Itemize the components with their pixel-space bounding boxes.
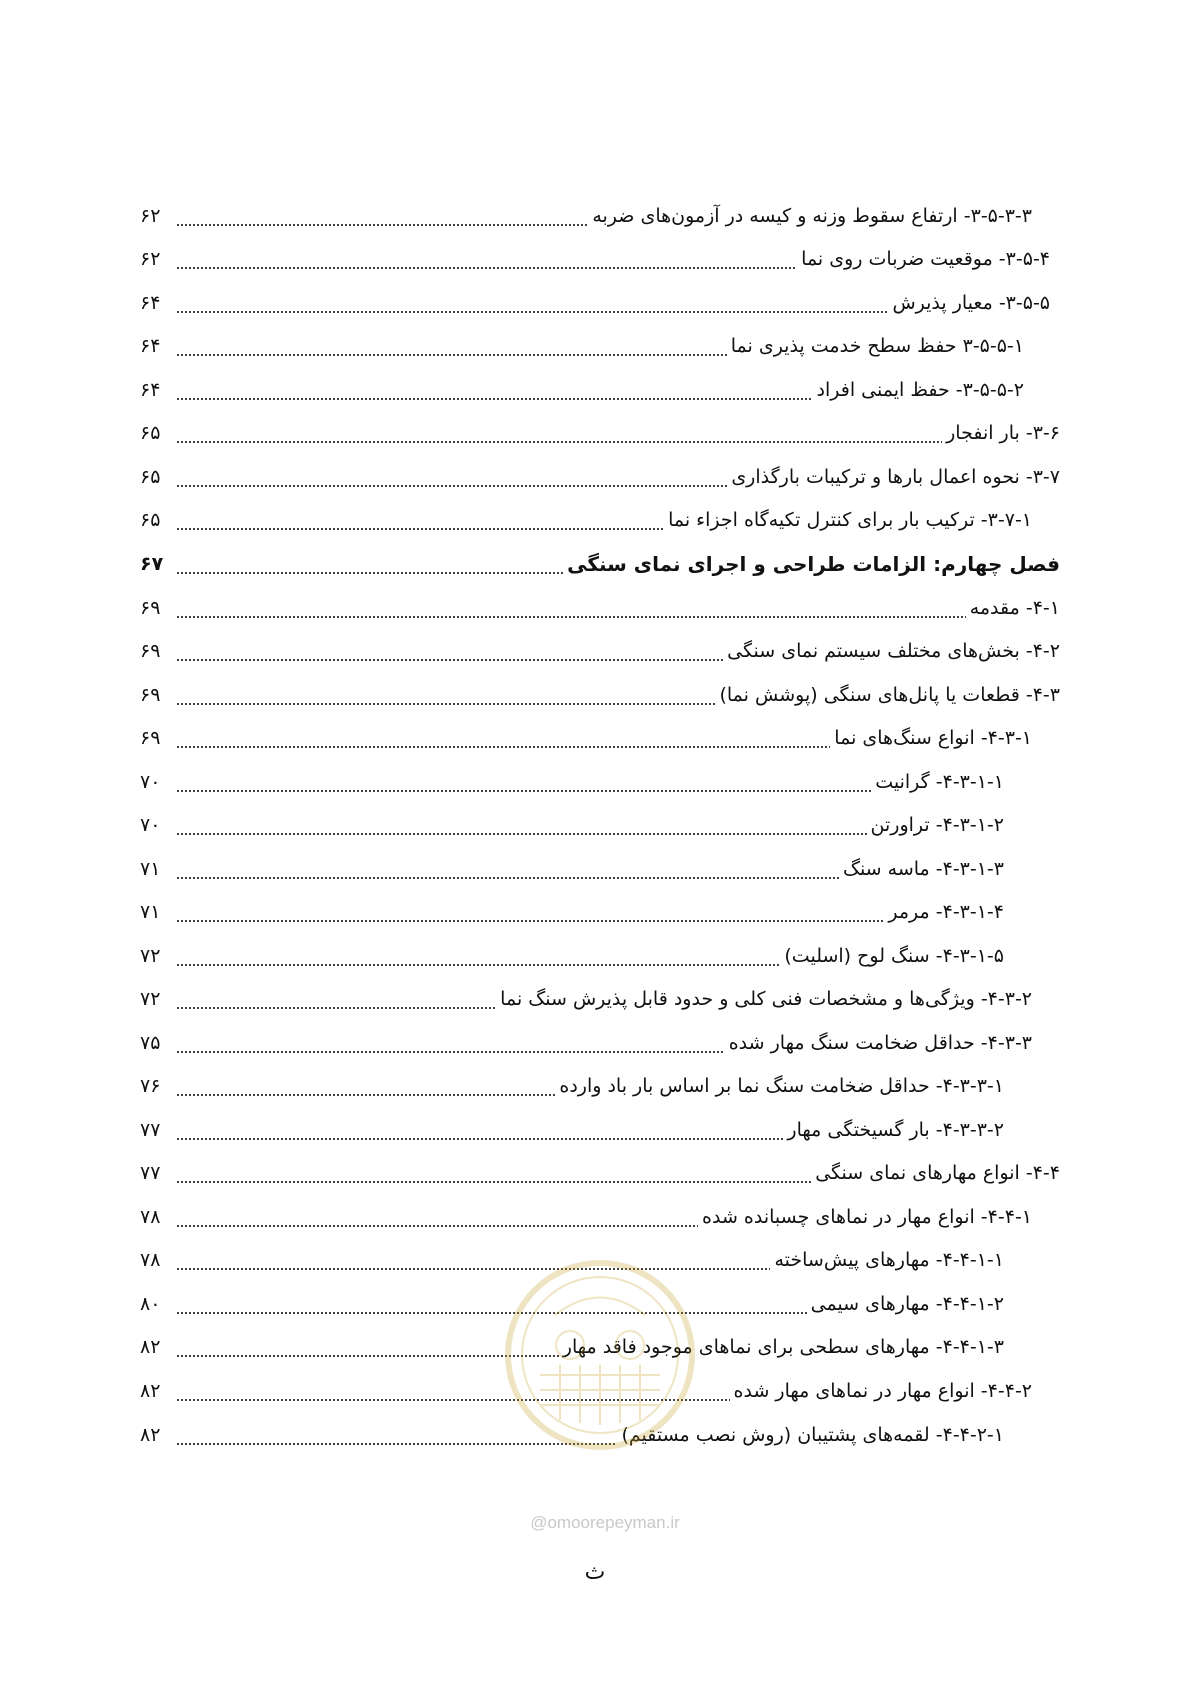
toc-entry-title: ۴-۳-۱-۵- سنگ لوح (اسلیت) — [784, 945, 1004, 967]
dot-leader — [176, 1225, 698, 1227]
toc-entry-title: ۴-۳-۳- حداقل ضخامت سنگ مهار شده — [728, 1032, 1032, 1054]
toc-entry — [140, 764, 1060, 800]
watermark-logo-icon — [500, 1255, 700, 1465]
dot-leader — [176, 964, 780, 966]
dot-leader — [176, 616, 966, 618]
toc-entry-page: ۶۷ — [140, 553, 164, 575]
toc-entry-title: ۴-۳-۱-۴- مرمر — [888, 901, 1004, 923]
toc-entry — [140, 851, 1060, 887]
dot-leader — [176, 833, 867, 835]
toc-entry-page: ۷۷ — [140, 1119, 161, 1141]
toc-entry — [140, 1068, 1060, 1104]
toc-entry-page: ۶۵ — [140, 422, 161, 444]
toc-entry-title: ۴-۳-۱-۱- گرانیت — [875, 771, 1004, 793]
toc-entry-page: ۷۰ — [140, 814, 161, 836]
toc-entry-title: ۴-۴-۱-۲- مهارهای سیمی — [810, 1293, 1004, 1315]
toc-entry-title: ۴-۳-۲- ویژگی‌ها و مشخصات فنی کلی و حدود قابل پذیرش سنگ نما — [500, 988, 1032, 1010]
dot-leader — [176, 659, 723, 661]
toc-entry — [140, 1025, 1060, 1061]
toc-entry-page: ۶۴ — [140, 335, 161, 357]
toc-entry-title: ۳-۵-۵- معیار پذیرش — [892, 292, 1050, 314]
toc-entry-title: ۴-۱- مقدمه — [969, 597, 1060, 619]
toc-entry-title: ۴-۴-۱- انواع مهار در نماهای چسبانده شده — [702, 1206, 1032, 1228]
toc-entry-page: ۸۲ — [140, 1380, 161, 1402]
dot-leader — [176, 1181, 811, 1183]
toc-entry — [140, 677, 1060, 713]
toc-entry-page: ۶۹ — [140, 597, 161, 619]
toc-entry-page: ۶۴ — [140, 292, 161, 314]
dot-leader — [176, 1007, 496, 1009]
dot-leader — [176, 877, 839, 879]
dot-leader — [176, 441, 942, 443]
toc-entry-title: ۴-۴-۲- انواع مهار در نماهای مهار شده — [733, 1380, 1032, 1402]
toc-entry — [140, 938, 1060, 974]
toc-chapter-heading — [140, 546, 1060, 582]
toc-entry-title: ۳-۶- بار انفجار — [946, 422, 1060, 444]
dot-leader — [176, 398, 813, 400]
toc-entry-page: ۷۶ — [140, 1075, 161, 1097]
toc-entry — [140, 459, 1060, 495]
toc-entry — [140, 372, 1060, 408]
toc-entry-page: ۶۹ — [140, 727, 161, 749]
toc-entry-title: ۴-۳-۱-۲- تراورتن — [870, 814, 1004, 836]
page-number: ث — [584, 1560, 606, 1585]
dot-leader — [176, 311, 888, 313]
toc-entry-page: ۶۹ — [140, 640, 161, 662]
toc-entry — [140, 720, 1060, 756]
toc-entry-page: ۷۱ — [140, 858, 161, 880]
toc-entry — [140, 328, 1060, 364]
dot-leader — [176, 485, 727, 487]
dot-leader — [176, 224, 588, 226]
toc-entry-title: ۴-۴-۱-۳- مهارهای سطحی برای نماهای موجود فاقد مهار — [562, 1336, 1004, 1358]
toc-entry — [140, 502, 1060, 538]
toc-entry-title: ۴-۳-۱- انواع سنگ‌های نما — [834, 727, 1032, 749]
toc-entry — [140, 415, 1060, 451]
toc-entry-title: ۳-۵-۴- موقعیت ضربات روی نما — [801, 248, 1050, 270]
toc-entry-page: ۸۲ — [140, 1336, 161, 1358]
toc-entry — [140, 633, 1060, 669]
toc-entry-page: ۶۲ — [140, 248, 161, 270]
toc-entry-title: ۴-۴- انواع مهارهای نمای سنگی — [815, 1162, 1060, 1184]
dot-leader — [176, 790, 871, 792]
toc-entry-page: ۶۵ — [140, 509, 161, 531]
toc-entry-title: ۳-۵-۳-۳- ارتفاع سقوط وزنه و کیسه در آزمون‌های ضربه — [592, 205, 1032, 227]
toc-entry-page: ۶۹ — [140, 684, 161, 706]
toc-entry — [140, 894, 1060, 930]
toc-entry-page: ۸۲ — [140, 1424, 161, 1446]
toc-entry-title: ۳-۷- نحوه اعمال بارها و ترکیبات بارگذاری — [731, 466, 1060, 488]
toc-entry — [140, 590, 1060, 626]
dot-leader — [176, 920, 884, 922]
dot-leader — [176, 746, 830, 748]
toc-entry-title: ۴-۳-۳-۲- بار گسیختگی مهار — [787, 1119, 1004, 1141]
dot-leader — [176, 354, 727, 356]
dot-leader — [176, 1094, 555, 1096]
dot-leader — [176, 703, 715, 705]
toc-entry-title: فصل چهارم: الزامات طراحی و اجرای نمای سنگی — [567, 552, 1060, 576]
toc-entry-page: ۷۱ — [140, 901, 161, 923]
dot-leader — [176, 572, 563, 574]
dot-leader — [176, 528, 664, 530]
toc-entry — [140, 981, 1060, 1017]
toc-entry-page: ۷۰ — [140, 771, 161, 793]
dot-leader — [176, 267, 797, 269]
toc-entry-page: ۸۰ — [140, 1293, 161, 1315]
toc-entry-page: ۷۲ — [140, 945, 161, 967]
toc-entry-page: ۷۸ — [140, 1206, 161, 1228]
toc-entry — [140, 807, 1060, 843]
toc-entry-title: ۴-۴-۲-۱- لقمه‌های پشتیبان (روش نصب مستقیم) — [621, 1424, 1004, 1446]
toc-entry-title: ۳-۵-۵-۲- حفظ ایمنی افراد — [816, 379, 1024, 401]
toc-entry-page: ۷۲ — [140, 988, 161, 1010]
toc-entry-title: ۴-۳- قطعات یا پانل‌های سنگی (پوشش نما) — [719, 684, 1060, 706]
toc-entry-page: ۷۷ — [140, 1162, 161, 1184]
dot-leader — [176, 1138, 783, 1140]
toc-entry-page: ۶۴ — [140, 379, 161, 401]
toc-entry-page: ۷۸ — [140, 1249, 161, 1271]
toc-entry — [140, 1199, 1060, 1235]
toc-entry-title: ۴-۲- بخش‌های مختلف سیستم نمای سنگی — [727, 640, 1060, 662]
toc-entry-title: ۳-۷-۱- ترکیب بار برای کنترل تکیه‌گاه اجزاء نما — [668, 509, 1032, 531]
toc-entry-title: ۴-۴-۱-۱- مهارهای پیش‌ساخته — [774, 1249, 1004, 1271]
toc-entry — [140, 1112, 1060, 1148]
toc-entry-page: ۶۲ — [140, 205, 161, 227]
toc-entry-title: ۴-۳-۳-۱- حداقل ضخامت سنگ نما بر اساس بار باد وارده — [559, 1075, 1004, 1097]
toc-entry — [140, 285, 1060, 321]
toc-entry-page: ۶۵ — [140, 466, 161, 488]
dot-leader — [176, 1312, 807, 1314]
toc-entry-title: ۳-۵-۵-۱ حفظ سطح خدمت پذیری نما — [730, 335, 1024, 357]
toc-entry-title: ۴-۳-۱-۳- ماسه سنگ — [842, 858, 1004, 880]
dot-leader — [176, 1051, 725, 1053]
toc-entry — [140, 1155, 1060, 1191]
watermark-site-text: @omoorepeyman.ir — [530, 1513, 680, 1532]
toc-entry — [140, 241, 1060, 277]
toc-entry-page: ۷۵ — [140, 1032, 161, 1054]
toc-entry — [140, 198, 1060, 234]
